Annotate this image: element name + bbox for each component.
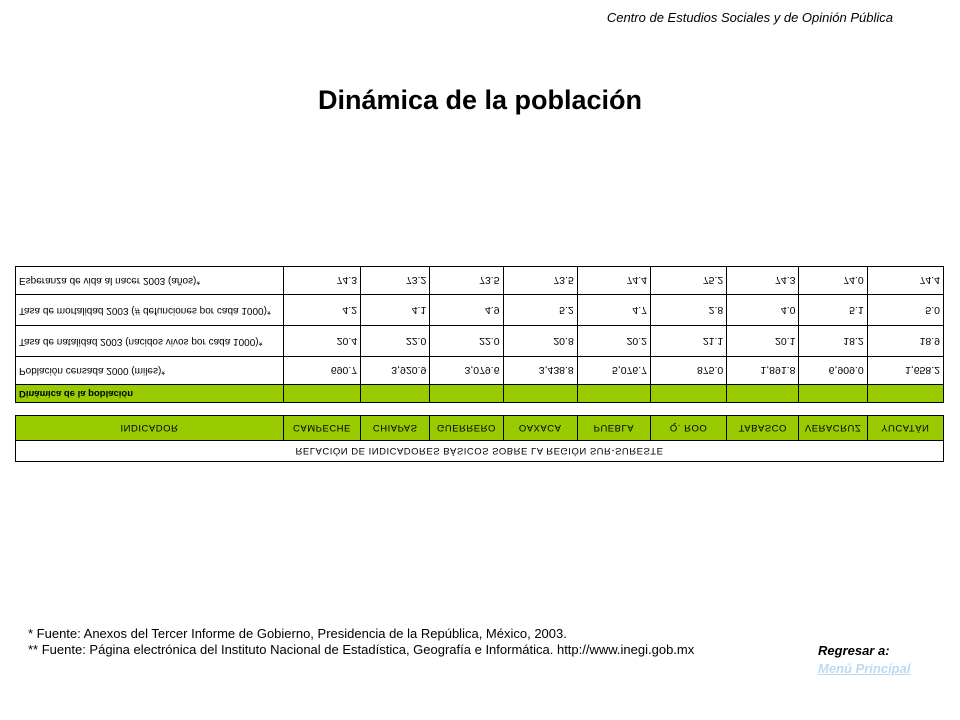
header-puebla: PUEBLA bbox=[577, 416, 650, 441]
cell-value: 5,076.7 bbox=[577, 357, 650, 385]
table-row bbox=[16, 295, 944, 326]
row-label: Tasa de natalidad 2003 (nacidos vivos por cada 1000)* bbox=[16, 326, 284, 357]
back-label: Regresar a: bbox=[818, 643, 890, 658]
cell-value: 875.0 bbox=[651, 357, 727, 385]
header-veracruz: VERACRUZ bbox=[799, 416, 867, 441]
cell-value: 1,658.2 bbox=[867, 357, 943, 385]
cell-value: 74.3 bbox=[283, 267, 360, 295]
cell-value: 74.4 bbox=[867, 267, 943, 295]
cell-value: 18.9 bbox=[867, 326, 943, 357]
table-row bbox=[16, 357, 944, 385]
cell-value: 5.1 bbox=[799, 295, 867, 326]
row-label: Esperanza de vida al nacer 2003 (años)* bbox=[16, 267, 284, 295]
cell-value: 4.1 bbox=[361, 295, 430, 326]
table-header-row bbox=[16, 416, 944, 441]
indicators-table-flipped bbox=[15, 266, 944, 462]
cell-value: 75.2 bbox=[651, 267, 727, 295]
indicators-data-table bbox=[15, 266, 944, 403]
footnote-1: * Fuente: Anexos del Tercer Informe de Gobierno, Presidencia de la República, México, 2003. bbox=[28, 626, 567, 641]
row-label: Tasa de mortalidad 2003 (# defunciones por cada 1000)* bbox=[16, 295, 284, 326]
cell-value: 5.2 bbox=[503, 295, 577, 326]
cell-value: 22.0 bbox=[430, 326, 503, 357]
footnotes bbox=[28, 626, 694, 658]
cell-value: 4.2 bbox=[283, 295, 360, 326]
cell-value: 22.0 bbox=[361, 326, 430, 357]
cell-value: 74.0 bbox=[799, 267, 867, 295]
back-navigation bbox=[818, 642, 910, 678]
indicators-header-table bbox=[15, 415, 944, 462]
cell-value: 4.7 bbox=[577, 295, 650, 326]
cell-value: 20.2 bbox=[577, 326, 650, 357]
cell-value: 20.4 bbox=[283, 326, 360, 357]
cell-value: 6,909.0 bbox=[799, 357, 867, 385]
header-oaxaca: OAXACA bbox=[503, 416, 577, 441]
table-row bbox=[16, 267, 944, 295]
footnote-2: ** Fuente: Página electrónica del Instituto Nacional de Estadística, Geografía e Informática. http://www.inegi.gob.mx bbox=[28, 642, 695, 657]
cell-value: 3,079.6 bbox=[430, 357, 503, 385]
cell-value: 4.0 bbox=[727, 295, 799, 326]
cell-value: 18.2 bbox=[799, 326, 867, 357]
header-campeche: CAMPECHE bbox=[283, 416, 360, 441]
header-qroo: Q. ROO bbox=[650, 416, 726, 441]
cell-value: 73.2 bbox=[361, 267, 430, 295]
cell-value: 73.5 bbox=[503, 267, 577, 295]
page-title: Dinámica de la población bbox=[317, 85, 643, 115]
cell-value: 20.8 bbox=[503, 326, 577, 357]
main-menu-link[interactable]: Menú Principal bbox=[818, 661, 911, 676]
cell-value: 74.4 bbox=[577, 267, 650, 295]
header-institution: Centro de Estudios Sociales y de Opinión Pública bbox=[606, 10, 893, 25]
header-tabasco: TABASCO bbox=[727, 416, 799, 441]
header-yucatan: YUCATÁN bbox=[867, 416, 943, 441]
cell-value: 74.3 bbox=[727, 267, 799, 295]
cell-value: 5.0 bbox=[867, 295, 943, 326]
cell-value: 2.8 bbox=[651, 295, 727, 326]
cell-value: 4.9 bbox=[430, 295, 503, 326]
row-label: Población censada 2000 (miles)* bbox=[16, 357, 284, 385]
header-chiapas: CHIAPAS bbox=[361, 416, 430, 441]
cell-value: 690.7 bbox=[283, 357, 360, 385]
header-guerrero: GUERRERO bbox=[430, 416, 503, 441]
section-label: Dinámica de la población bbox=[16, 385, 284, 403]
cell-value: 1,891.8 bbox=[727, 357, 799, 385]
cell-value: 3,438.8 bbox=[503, 357, 577, 385]
table-span-title: RELACIÓN DE INDICADORES BÁSICOS SOBRE LA REGIÓN SUR-SURESTE bbox=[16, 441, 944, 462]
header-indicador: INDICADOR bbox=[16, 416, 284, 441]
table-row bbox=[16, 326, 944, 357]
cell-value: 20.1 bbox=[727, 326, 799, 357]
cell-value: 73.5 bbox=[430, 267, 503, 295]
cell-value: 3,920.9 bbox=[361, 357, 430, 385]
section-row bbox=[16, 385, 944, 403]
cell-value: 21.1 bbox=[651, 326, 727, 357]
